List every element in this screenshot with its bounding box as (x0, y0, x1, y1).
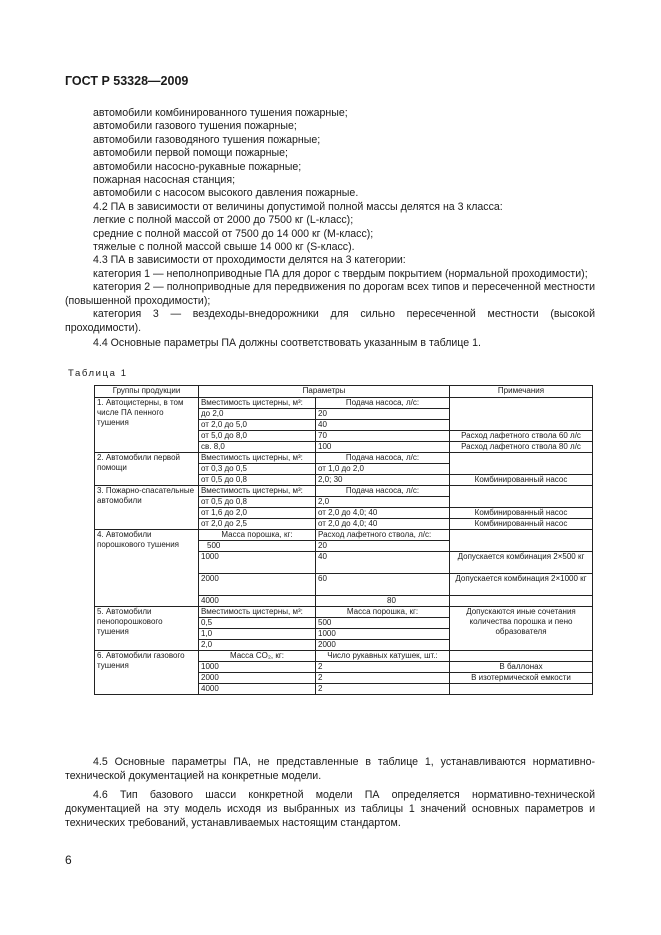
cell: св. 8,0 (199, 442, 316, 453)
cell: 4000 (199, 684, 316, 695)
cell: 2 (316, 673, 450, 684)
table-header-row (95, 386, 593, 398)
cell: 80 (316, 596, 450, 607)
note-cell: Расход лафетного ствола 60 л/с (450, 431, 593, 442)
cell: 2000 (316, 640, 450, 651)
table-row (95, 486, 593, 497)
cell: 500 (199, 541, 316, 552)
note-cell (450, 651, 593, 662)
cell: от 2,0 до 4,0; 40 (316, 519, 450, 530)
param-header: Подача насоса, л/с: (316, 453, 450, 464)
cell: 1000 (199, 662, 316, 673)
note-cell: В изотермической емкости (450, 673, 593, 684)
note-cell (450, 486, 593, 508)
note-cell: Комбинированный насос (450, 519, 593, 530)
note-cell (450, 398, 593, 431)
group-name: 4. Автомобили порошкового тушения (95, 530, 199, 607)
group-name: 3. Пожарно-спасательные автомобили (95, 486, 199, 530)
table-caption: Таблица 1 (68, 368, 128, 379)
group-name: 5. Автомобили пенопорошкового тушения (95, 607, 199, 651)
section-4-3-intro: 4.3 ПА в зависимости от проходимости делятся на 3 категории: (93, 254, 406, 267)
list-item: пожарная насосная станция; (93, 174, 236, 187)
class-item: средние с полной массой от 7500 до 14 000 кг (M-класс); (93, 227, 374, 240)
cell: от 0,5 до 0,8 (199, 497, 316, 508)
note-cell: Допускаются иные сочетания количества порошка и пено образователя (450, 607, 593, 651)
cell: 1,0 (199, 629, 316, 640)
cell: 1000 (199, 552, 316, 574)
param-header: Вместимость цистерны, м³: (199, 607, 316, 618)
note-cell: Допускается комбинация 2×1000 кг (450, 574, 593, 596)
param-header: Масса порошка, кг: (316, 607, 450, 618)
param-header: Расход лафетного ствола, л/с: (316, 530, 450, 541)
cell: 2 (316, 684, 450, 695)
group-name: 1. Автоцистерны, в том числе ПА пенного тушения (95, 398, 199, 453)
cell: 4000 (199, 596, 316, 607)
note-cell: В баллонах (450, 662, 593, 673)
class-item: легкие с полной массой от 2000 до 7500 кг (L-класс); (93, 214, 354, 227)
table-row (95, 398, 593, 409)
group-name: 2. Автомобили первой помощи (95, 453, 199, 486)
cell: 2,0 (199, 640, 316, 651)
cell: 40 (316, 552, 450, 574)
list-item: автомобили первой помощи пожарные; (93, 147, 288, 160)
section-4-4: 4.4 Основные параметры ПА должны соответствовать указанным в таблице 1. (93, 336, 481, 349)
note-cell (450, 684, 593, 695)
list-item: автомобили насосно-рукавные пожарные; (93, 160, 302, 173)
table-row (95, 530, 593, 541)
cell: 20 (316, 409, 450, 420)
list-item: автомобили газоводяного тушения пожарные; (93, 133, 321, 146)
col-header-group: Группы продукции (95, 386, 199, 398)
closing-text (65, 755, 595, 830)
note-cell (450, 530, 593, 552)
cell: от 1,0 до 2,0 (316, 464, 450, 475)
param-header: Вместимость цистерны, м³: (199, 398, 316, 409)
list-item: автомобили с насосом высокого давления пожарные. (93, 187, 359, 200)
cell: от 0,3 до 0,5 (199, 464, 316, 475)
cell: 2000 (199, 673, 316, 684)
param-header: Подача насоса, л/с: (316, 486, 450, 497)
table-row (95, 607, 593, 618)
table-row (95, 453, 593, 464)
category-3: категория 3 — вездеходы-внедорожники для сильно пересеченной местности (высокой проходимости). (65, 308, 595, 334)
note-cell: Комбинированный насос (450, 475, 593, 486)
category-2: категория 2 — полноприводные для передвижения по дорогам всех типов и пересеченной местности (повышенной проходимости); (65, 281, 595, 307)
cell: от 0,5 до 0,8 (199, 475, 316, 486)
col-header-params: Параметры (199, 386, 450, 398)
cell: 1000 (316, 629, 450, 640)
param-header: Масса порошка, кг: (199, 530, 316, 541)
cell: 0,5 (199, 618, 316, 629)
note-cell: Допускается комбинация 2×500 кг (450, 552, 593, 574)
section-4-6: 4.6 Тип базового шасси конкретной модели ПА определяется нормативно-технической документацией на эту модель исходя из выбранных из таблицы 1 значений основных параметров и технических требований, устанавливаемых настоящим стандартом. (65, 789, 595, 829)
class-item: тяжелые с полной массой свыше 14 000 кг (S-класс). (93, 241, 355, 254)
cell: 2000 (199, 574, 316, 596)
param-header: Вместимость цистерны, м³: (199, 486, 316, 497)
group-name: 6. Автомобили газового тушения (95, 651, 199, 695)
cell: 70 (316, 431, 450, 442)
cell: от 2,0 до 2,5 (199, 519, 316, 530)
cell: от 2,0 до 4,0; 40 (316, 508, 450, 519)
note-cell: Расход лафетного ствола 80 л/с (450, 442, 593, 453)
cell: 100 (316, 442, 450, 453)
param-header: Масса CO₂, кг: (199, 651, 316, 662)
cell: от 2,0 до 5,0 (199, 420, 316, 431)
cell: от 1,6 до 2,0 (199, 508, 316, 519)
page-number: 6 (65, 853, 72, 867)
section-4-2-intro: 4.2 ПА в зависимости от величины допустимой полной массы делятся на 3 класса: (93, 200, 503, 213)
list-item: автомобили комбинированного тушения пожарные; (93, 107, 348, 119)
cell: 2 (316, 662, 450, 673)
cell: 60 (316, 574, 450, 596)
section-4-5: 4.5 Основные параметры ПА, не представленные в таблице 1, устанавливаются нормативно-технической документацией на конкретные модели. (65, 756, 595, 782)
table-row (95, 651, 593, 662)
cell: 40 (316, 420, 450, 431)
document-header: ГОСТ Р 53328—2009 (65, 74, 189, 88)
cell: до 2,0 (199, 409, 316, 420)
list-item: автомобили газового тушения пожарные; (93, 120, 297, 133)
note-cell (450, 453, 593, 475)
cell: 2,0; 30 (316, 475, 450, 486)
cell: 20 (316, 541, 450, 552)
param-header: Число рукавных катушек, шт.: (316, 651, 450, 662)
cell: 2,0 (316, 497, 450, 508)
col-header-notes: Примечания (450, 386, 593, 398)
note-cell: Комбинированный насос (450, 508, 593, 519)
param-header: Подача насоса, л/с: (316, 398, 450, 409)
note-cell (450, 596, 593, 607)
parameters-table (94, 385, 593, 695)
cell: 500 (316, 618, 450, 629)
body-text (65, 107, 595, 350)
cell: от 5,0 до 8,0 (199, 431, 316, 442)
category-1: категория 1 — неполноприводные ПА для дорог с твердым покрытием (нормальной проходимости); (93, 267, 588, 280)
param-header: Вместимость цистерны, м³: (199, 453, 316, 464)
